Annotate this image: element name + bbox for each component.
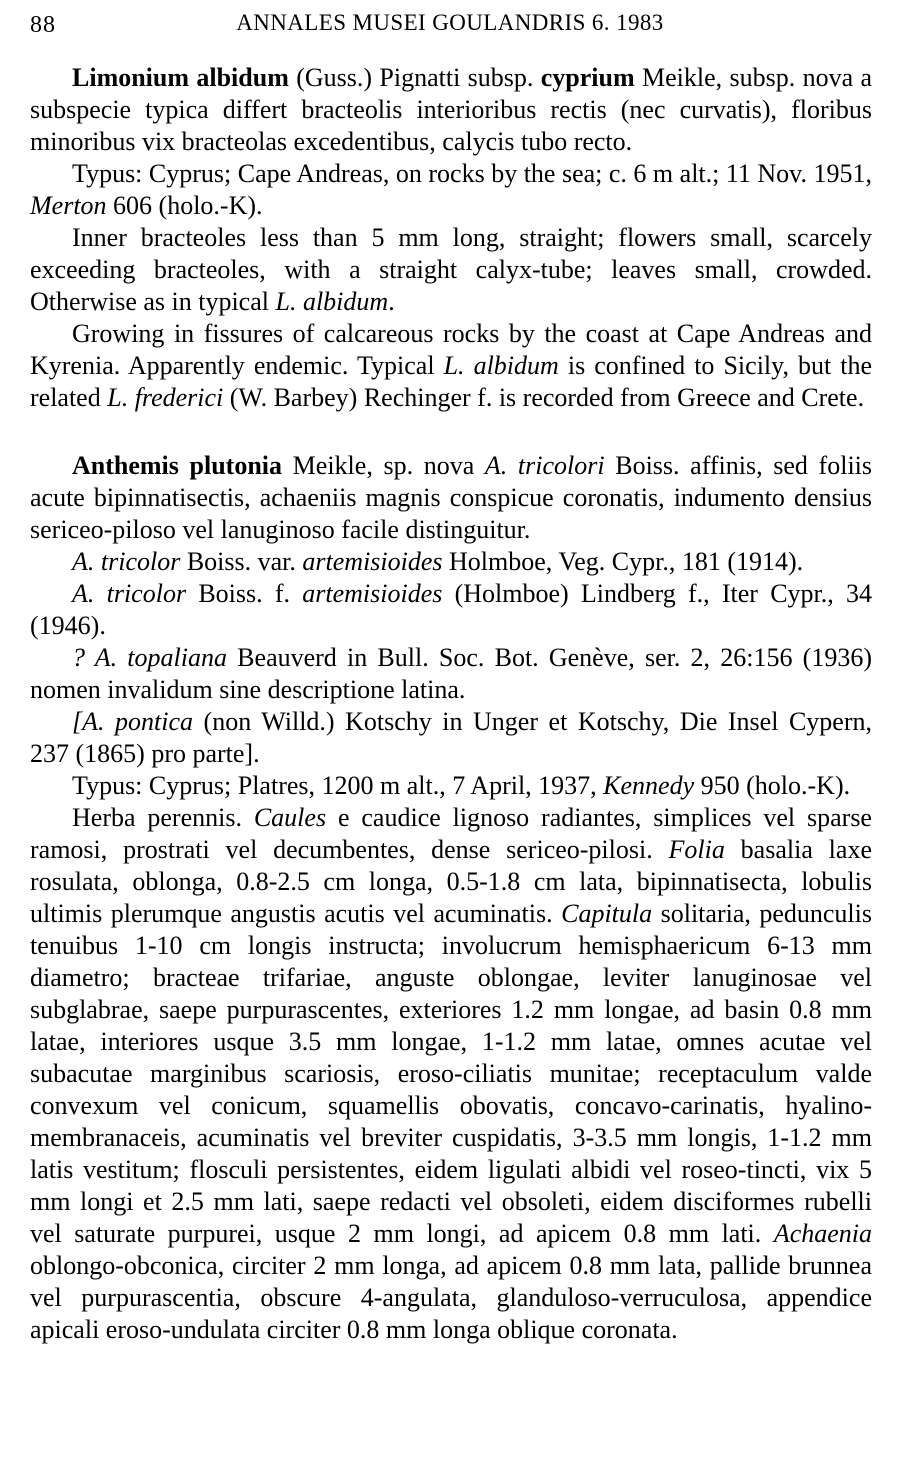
- text-run: Boiss. affinis, sed foliis acute bipinnatisectis, achaeniis magnis conspicue coronatis, indumento densius sericeo-piloso vel lanuginoso facile distinguitur.: [30, 451, 873, 544]
- text-run: Herba perennis.: [72, 803, 254, 832]
- text-run: Meikle, subsp. nova a subspecie typica differt bracteolis interioribus rectis (nec curvatis), floribus minoribus vix bracteolas excedentibus, calycis tubo recto.: [30, 63, 873, 156]
- paragraph: [30, 62, 872, 158]
- paragraph: [30, 158, 872, 222]
- text-run: 606 (holo.-K).: [106, 191, 263, 220]
- text-run: A. tricolori: [484, 451, 605, 480]
- text-run: cyprium: [540, 63, 635, 92]
- text-run: Folia: [668, 835, 725, 864]
- text-run: Typus: Cyprus; Platres, 1200 m alt., 7 April, 1937,: [72, 771, 604, 800]
- paragraph: [30, 706, 872, 770]
- text-run: Anthemis plutonia: [72, 451, 283, 480]
- paragraph: [30, 222, 872, 318]
- text-run: artemisioides: [302, 579, 443, 608]
- paragraph: [30, 770, 872, 802]
- text-run: (Guss.) Pignatti subsp.: [288, 63, 541, 92]
- paragraph: [30, 318, 872, 414]
- journal-header: ANNALES MUSEI GOULANDRIS 6. 1983: [236, 10, 664, 35]
- text-run: Typus: Cyprus; Cape Andreas, on rocks by the sea; c. 6 m alt.; 11 Nov. 1951,: [72, 159, 872, 188]
- text-run: Boiss. f.: [186, 579, 303, 608]
- text-run: solitaria, pedunculis tenuibus 1-10 cm longis instructa; involucrum hemisphaericum 6-13 mm diametro; bracteae trifariae, anguste oblongae, leviter lanuginosae vel subglabrae, saepe purpurascentes, exteriores 1.2 mm longae, ad basin 0.8 mm latae, interiores usque 3.5 mm longae, 1-1.2 mm latae, omnes acutae vel subacutae marginibus scariosis, eroso-ciliatis munitae; receptaculum valde convexum vel conicum, squamellis obovatis, concavo-carinatis, hyalino-membranaceis, acuminatis vel breviter cuspidatis, 3-3.5 mm longis, 1-1.2 mm latis vestitum; flosculi persistentes, eidem ligulati albidi vel roseo-tincti, vix 5 mm longi et 2.5 mm lati, saepe redacti vel obsoleti, eidem disciformes rubelli vel saturate purpurei, usque 2 mm longi, ad apicem 0.8 mm lati.: [30, 899, 872, 1248]
- text-run: Merton: [30, 191, 107, 220]
- text-run: .: [388, 287, 395, 316]
- text-run: L. albidum: [275, 287, 389, 316]
- text-run: 950 (holo.-K).: [694, 771, 851, 800]
- paragraph: [30, 546, 872, 578]
- paragraph: [30, 802, 872, 1346]
- text-run: Caules: [253, 803, 327, 832]
- text-run: A. tricolor: [72, 547, 181, 576]
- text-run: Inner bracteoles less than 5 mm long, straight; flowers small, scarcely exceeding bracteoles, with a straight calyx-tube; leaves small, crowded. Otherwise as in typical: [30, 223, 872, 316]
- text-run: [A. pontica: [72, 707, 194, 736]
- text-run: A. tricolor: [72, 579, 187, 608]
- text-run: e caudice lignoso radiantes, simplices vel sparse ramosi, prostrati vel decumbentes, dense sericeo-pilosi.: [30, 803, 872, 864]
- text-run: Growing in fissures of calcareous rocks by the coast at Cape Andreas and Kyrenia. Apparently endemic. Typical: [30, 319, 872, 380]
- text-run: L. albidum: [443, 351, 559, 380]
- text-run: Capitula: [561, 899, 653, 928]
- text-run: is confined to Sicily, but the related: [30, 351, 872, 412]
- text-run: Limonium albidum: [72, 63, 289, 92]
- paragraph: [30, 578, 872, 642]
- text-run: (non Willd.) Kotschy in Unger et Kotschy, Die Insel Cypern, 237 (1865) pro parte].: [30, 707, 872, 768]
- paragraph: [30, 642, 872, 706]
- text-run: L. frederici: [107, 383, 224, 412]
- text-run: (Holmboe) Lindberg f., Iter Cypr., 34 (1946).: [30, 579, 872, 640]
- text-run: artemisioides: [302, 547, 443, 576]
- text-run: Holmboe, Veg. Cypr., 181 (1914).: [442, 547, 804, 576]
- page-number: 88: [30, 12, 56, 38]
- text-run: Achaenia: [773, 1219, 872, 1248]
- text-run: Meikle, sp. nova: [282, 451, 485, 480]
- paragraph: [30, 450, 872, 546]
- text-run: ? A. topaliana: [72, 643, 227, 672]
- text-run: oblongo-obconica, circiter 2 mm longa, ad apicem 0.8 mm lata, pallide brunnea vel purpurascentia, obscure 4-angulata, glanduloso-verruculosa, appendice apicali eroso-undulata circiter 0.8 mm longa oblique coronata.: [30, 1251, 872, 1344]
- text-run: Boiss. var.: [180, 547, 303, 576]
- text-run: basalia laxe rosulata, oblonga, 0.8-2.5 cm longa, 0.5-1.8 cm lata, bipinnatisecta, lobulis ultimis plerumque angustis acutis vel acuminatis.: [30, 835, 872, 928]
- text-run: Kennedy: [603, 771, 695, 800]
- text-run: Beauverd in Bull. Soc. Bot. Genève, ser. 2, 26:156 (1936) nomen invalidum sine descriptione latina.: [30, 643, 872, 704]
- text-run: (W. Barbey) Rechinger f. is recorded from Greece and Crete.: [223, 383, 865, 412]
- paragraphs-container: [30, 62, 872, 1346]
